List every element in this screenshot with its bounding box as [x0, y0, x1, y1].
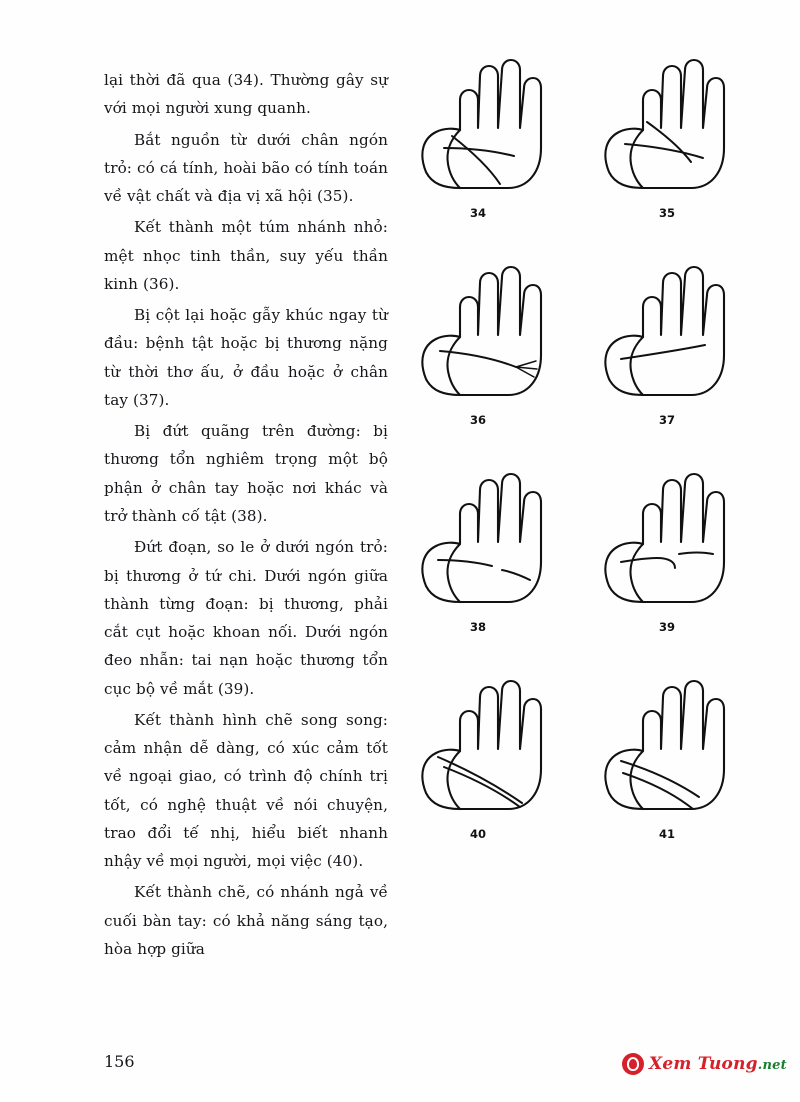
figure-caption: 39 [659, 620, 676, 634]
page-number: 156 [104, 1052, 135, 1071]
watermark-tld: .net [757, 1058, 787, 1073]
paragraph: Bị đứt quãng trên đường: bị thương tổn nghiêm trọng một bộ phận ở chân tay hoặc nơi khác và trở thành cố tật (38). [104, 422, 388, 525]
palm-diagram-icon [587, 466, 770, 618]
palm-diagram-icon [404, 673, 587, 825]
figure-35 [587, 52, 770, 222]
palm-diagram-icon [404, 52, 587, 204]
palm-diagram-icon [404, 259, 587, 411]
figure-caption: 34 [470, 206, 487, 220]
paragraph: Kết thành chẽ, có nhánh ngả về cuối bàn tay: có khả năng sáng tạo, hòa hợp giữa [104, 883, 388, 958]
paragraph: Đứt đoạn, so le ở dưới ngón trỏ: bị thương ở tứ chi. Dưới ngón giữa thành từng đoạn: bị thương, phải cắt cụt hoặc khoan nối. Dưới ngón đeo nhẫn: tai nạn hoặc thương tổn cục bộ về mắt (39). [104, 538, 388, 698]
figure-caption: 38 [470, 620, 487, 634]
body-text-column [104, 66, 388, 966]
palm-diagram-icon [587, 259, 770, 411]
figure-38 [404, 466, 587, 636]
palm-diagram-icon [404, 466, 587, 618]
paragraph: Bắt nguồn từ dưới chân ngón trỏ: có cá tính, hoài bão có tính toán về vật chất và địa vị xã hội (35). [104, 130, 388, 206]
watermark-text [649, 1054, 787, 1074]
figure-39 [587, 466, 770, 636]
paragraph: Bị cột lại hoặc gẫy khúc ngay từ đầu: bệnh tật hoặc bị thương nặng từ thời thơ ấu, ở đầu hoặc ở chân tay (37). [104, 306, 388, 409]
figure-40 [404, 673, 587, 843]
figure-34 [404, 52, 587, 222]
figure-caption: 37 [659, 413, 676, 427]
palm-diagram-icon [587, 52, 770, 204]
site-watermark [622, 1044, 787, 1084]
paragraph: Kết thành một túm nhánh nhỏ: mệt nhọc tinh thần, suy yếu thần kinh (36). [104, 218, 388, 293]
figure-caption: 41 [659, 827, 676, 841]
paragraph: lại thời đã qua (34). Thường gây sự với mọi người xung quanh. [104, 71, 388, 118]
figure-caption: 40 [470, 827, 487, 841]
figure-41 [587, 673, 770, 843]
palm-diagram-icon [587, 673, 770, 825]
figure-37 [587, 259, 770, 429]
watermark-name: Xem Tuong [649, 1054, 758, 1074]
paragraph: Kết thành hình chẽ song song: cảm nhận dễ dàng, có xúc cảm tốt về ngoại giao, có trình độ chính trị tốt, có nghệ thuật về nói chuyện, trao đổi tế nhị, hiểu biết nhanh nhậy về mọi người, mọi việc (40). [104, 710, 388, 871]
figure-caption: 36 [470, 413, 487, 427]
figure-grid [404, 52, 770, 1072]
figure-36 [404, 259, 587, 429]
watermark-badge-icon [622, 1053, 644, 1075]
figure-caption: 35 [659, 206, 676, 220]
